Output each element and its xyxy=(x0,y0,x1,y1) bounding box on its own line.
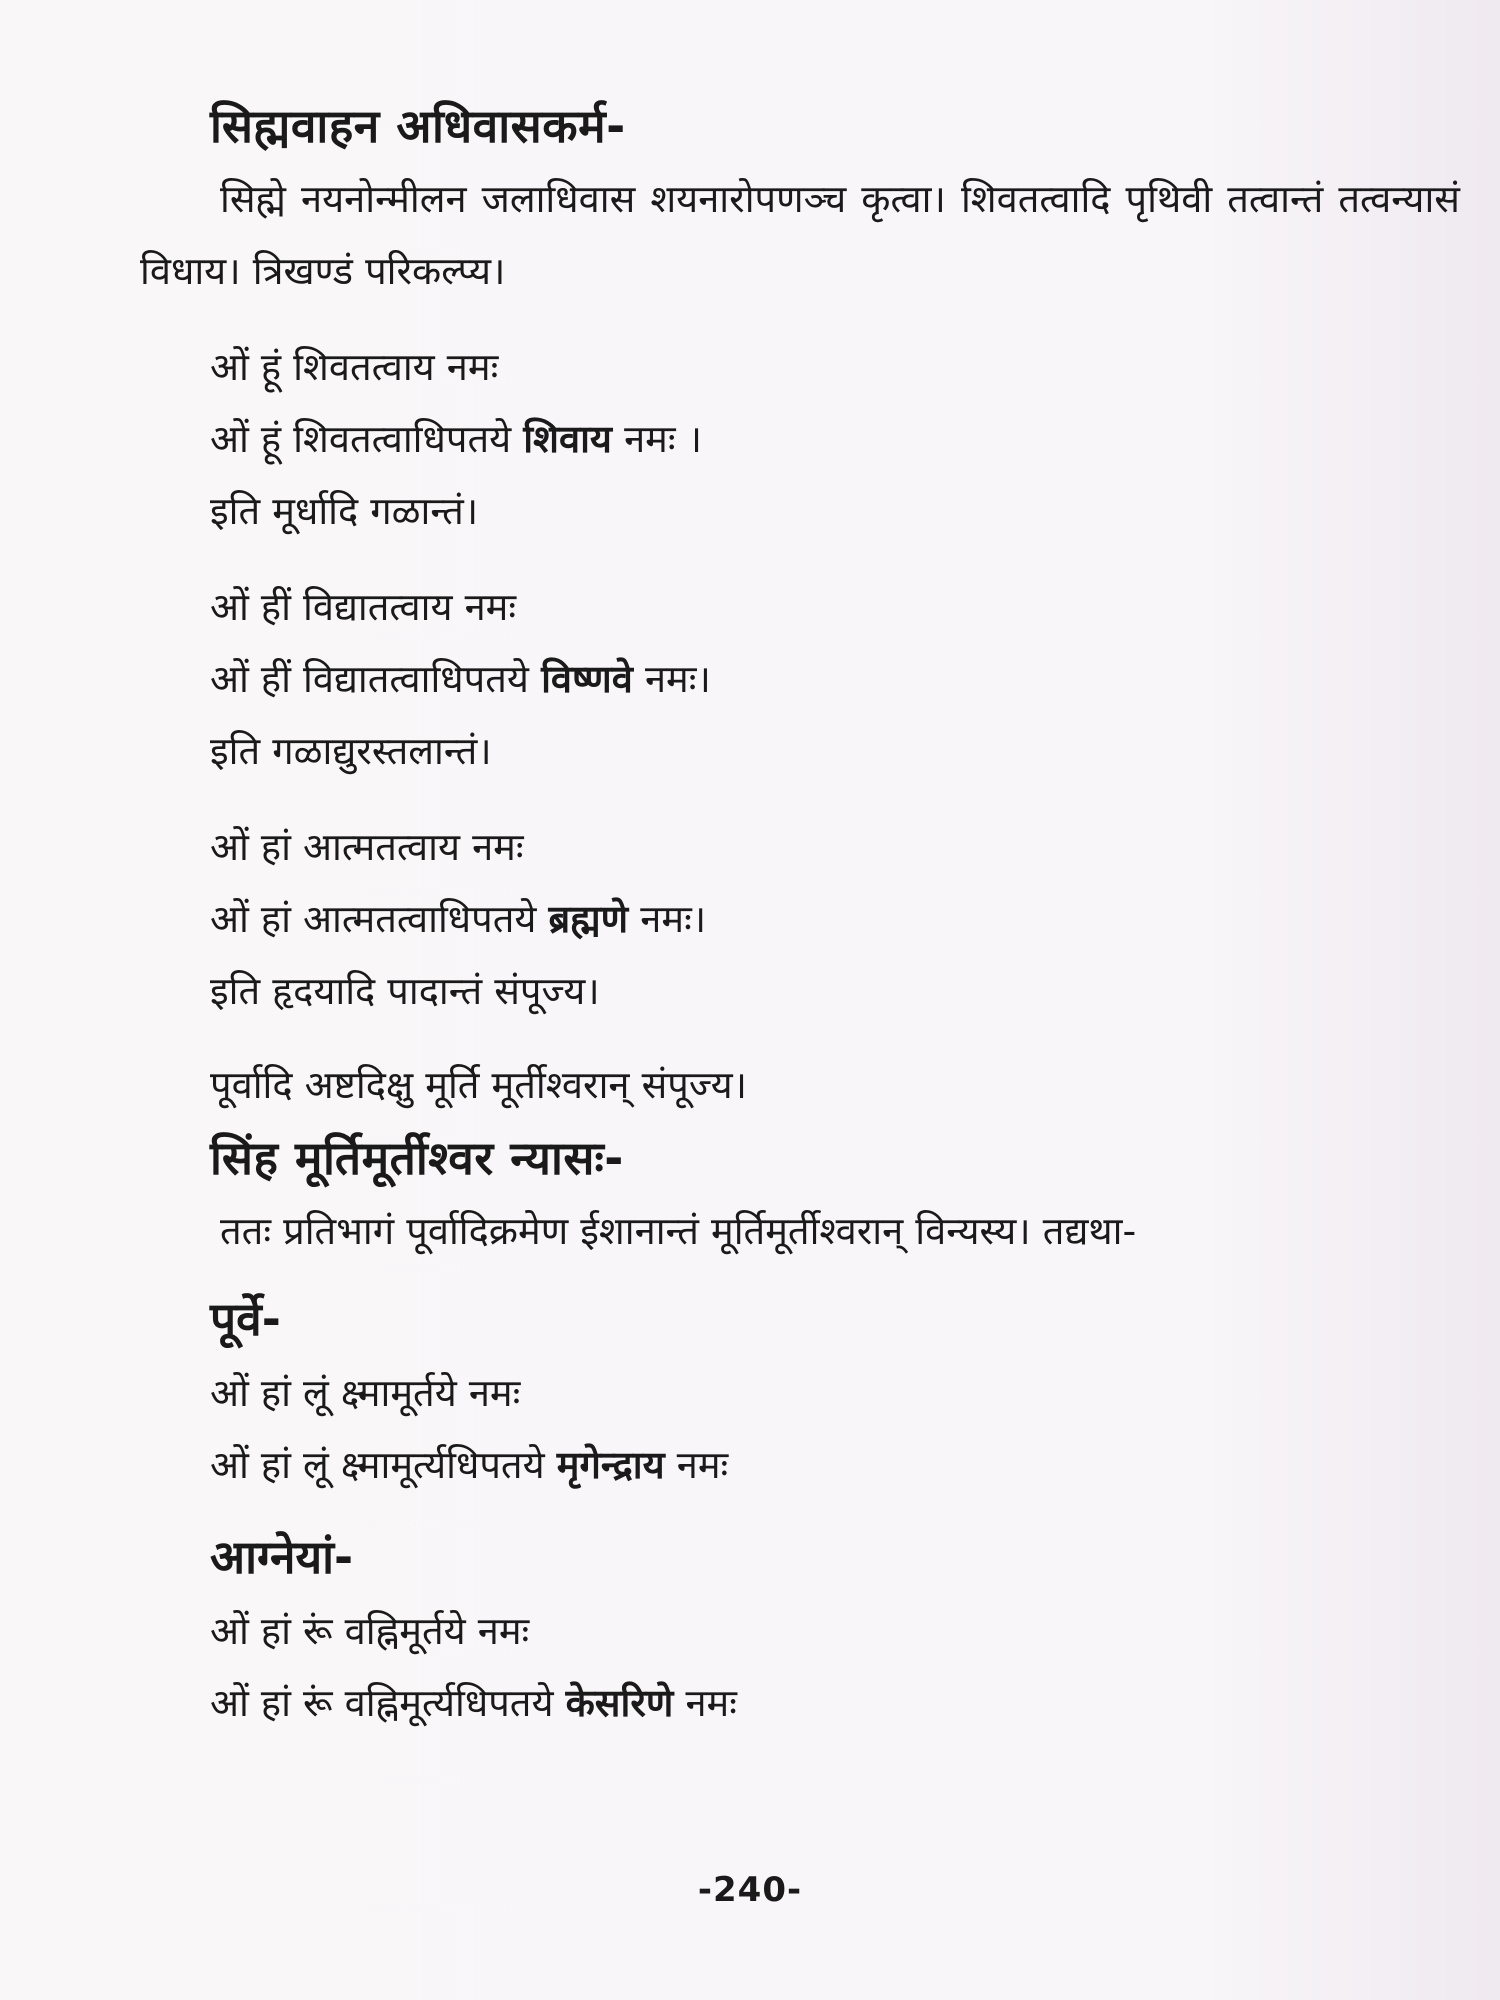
mantra-suffix: नमः । xyxy=(624,417,703,461)
page-content xyxy=(140,95,1460,1761)
mantra-prefix: ओं हीं विद्यातत्वाधिपतये xyxy=(210,657,529,701)
deity-name: शिवाय xyxy=(523,417,612,461)
page-number: -240- xyxy=(697,1870,803,1910)
mantra-suffix: नमः। xyxy=(644,657,711,701)
mantra-line xyxy=(210,883,1460,955)
section-heading-nyasa: सिंह मूर्तिमूर्तीश्वर न्यासः- xyxy=(210,1131,624,1185)
mantra-line: ओं हां लूं क्ष्मामूर्तये नमः xyxy=(210,1371,521,1415)
section-heading-simhavahana: सिह्मवाहन अधिवासकर्म- xyxy=(210,99,626,153)
deity-name: मृगेन्द्राय xyxy=(556,1443,665,1487)
mantra-line xyxy=(210,403,1460,475)
mantra-line: इति मूर्धादि गळान्तं। xyxy=(210,489,479,533)
mantra-group-vidya xyxy=(210,571,1460,787)
deity-name: केसरिणे xyxy=(565,1681,674,1725)
deity-name: ब्रह्मणे xyxy=(548,897,629,941)
mantra-line xyxy=(210,1429,1460,1501)
mantra-prefix: ओं हां आत्मतत्वाधिपतये xyxy=(210,897,537,941)
mantra-group-shiva xyxy=(210,331,1460,547)
deity-name: विष्णवे xyxy=(541,657,633,701)
mantra-group-east xyxy=(210,1357,1460,1501)
mantra-suffix: नमः xyxy=(685,1681,737,1725)
mantra-line: इति गळाद्युरस्तलान्तं। xyxy=(210,729,492,773)
mantra-line: ओं हूं शिवतत्वाय नमः xyxy=(210,345,499,389)
mantra-group-southeast xyxy=(210,1595,1460,1739)
mantra-line xyxy=(210,1667,1460,1739)
mantra-line xyxy=(210,643,1460,715)
mantra-line: ओं हीं विद्यातत्वाय नमः xyxy=(210,585,517,629)
mantra-line: ओं हां रूं वह्निमूर्तये नमः xyxy=(210,1609,530,1653)
mantra-prefix: ओं हूं शिवतत्वाधिपतये xyxy=(210,417,512,461)
mantra-group-atma xyxy=(210,811,1460,1027)
mantra-suffix: नमः xyxy=(676,1443,729,1487)
mantra-line: ओं हां आत्मतत्वाय नमः xyxy=(210,825,524,869)
closing-line: पूर्वादि अष्टदिक्षु मूर्ति मूर्तीश्वरान् संपूज्य। xyxy=(210,1063,748,1107)
mantra-line: इति हृदयादि पादान्तं संपूज्य। xyxy=(210,969,600,1013)
mantra-prefix: ओं हां लूं क्ष्मामूर्त्यधिपतये xyxy=(210,1443,545,1487)
nyasa-intro-paragraph: ततः प्रतिभागं पूर्वादिक्रमेण ईशानान्तं मूर्तिमूर्तीश्वरान् विन्यस्य। तद्यथा- xyxy=(220,1209,1137,1253)
direction-heading-east: पूर्वे- xyxy=(210,1292,281,1346)
mantra-prefix: ओं हां रूं वह्निमूर्त्यधिपतये xyxy=(210,1681,554,1725)
direction-heading-southeast: आग्नेयां- xyxy=(210,1530,354,1584)
intro-paragraph: सिह्मे नयनोन्मीलन जलाधिवास शयनारोपणञ्च कृत्वा। शिवतत्वादि पृथिवी तत्वान्तं तत्वन्यासं विधाय। त्रिखण्डं परिकल्प्य। xyxy=(140,177,1460,293)
mantra-suffix: नमः। xyxy=(640,897,707,941)
